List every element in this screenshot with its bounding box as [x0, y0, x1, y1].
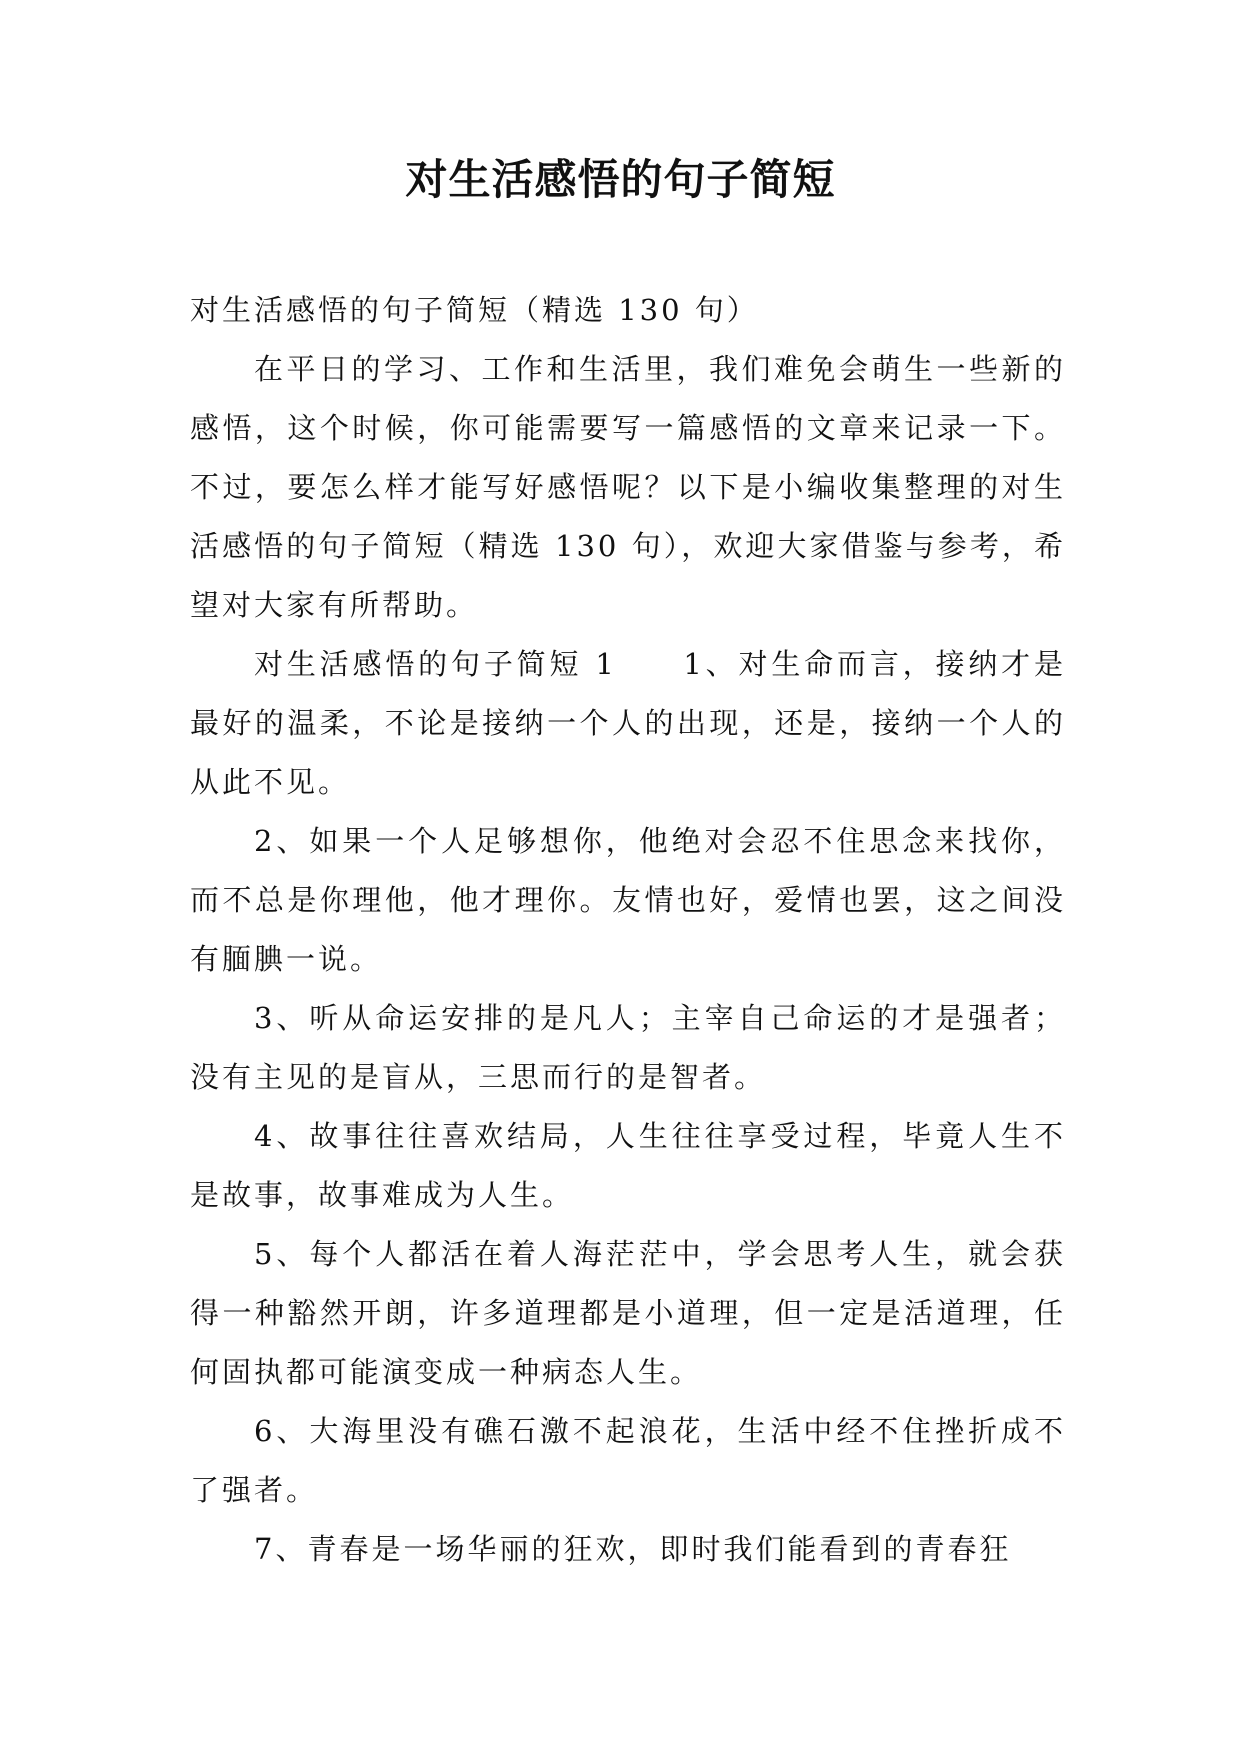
- paragraph-4: 4、故事往往喜欢结局，人生往往享受过程，毕竟人生不是故事，故事难成为人生。: [190, 1119, 1066, 1212]
- paragraph-6: 6、大海里没有礁石激不起浪花，生活中经不住挫折成不了强者。: [190, 1414, 1066, 1507]
- document-body: [190, 281, 1066, 1579]
- document-title: 对生活感悟的句子简短: [405, 155, 836, 204]
- document-subtitle: 对生活感悟的句子简短（精选 130 句）: [190, 293, 759, 327]
- paragraph-5: 5、每个人都活在着人海茫茫中，学会思考人生，就会获得一种豁然开朗，许多道理都是小道理，但一定是活道理，任何固执都可能演变成一种病态人生。: [190, 1237, 1066, 1389]
- paragraph-3: 3、听从命运安排的是凡人；主宰自己命运的才是强者；没有主见的是盲从，三思而行的是智者。: [190, 1001, 1066, 1094]
- intro-paragraph: 在平日的学习、工作和生活里，我们难免会萌生一些新的感悟，这个时候，你可能需要写一篇感悟的文章来记录一下。不过，要怎么样才能写好感悟呢？以下是小编收集整理的对生活感悟的句子简短（精选 130 句），欢迎大家借鉴与参考，希望对大家有所帮助。: [190, 352, 1066, 622]
- paragraph-7: 7、青春是一场华丽的狂欢，即时我们能看到的青春狂: [254, 1532, 1012, 1566]
- paragraph-1: 对生活感悟的句子简短 1 1、对生命而言，接纳才是最好的温柔，不论是接纳一个人的出现，还是，接纳一个人的从此不见。: [190, 647, 1066, 799]
- paragraph-2: 2、如果一个人足够想你，他绝对会忍不住思念来找你，而不总是你理他，他才理你。友情也好，爱情也罢，这之间没有腼腆一说。: [190, 824, 1066, 976]
